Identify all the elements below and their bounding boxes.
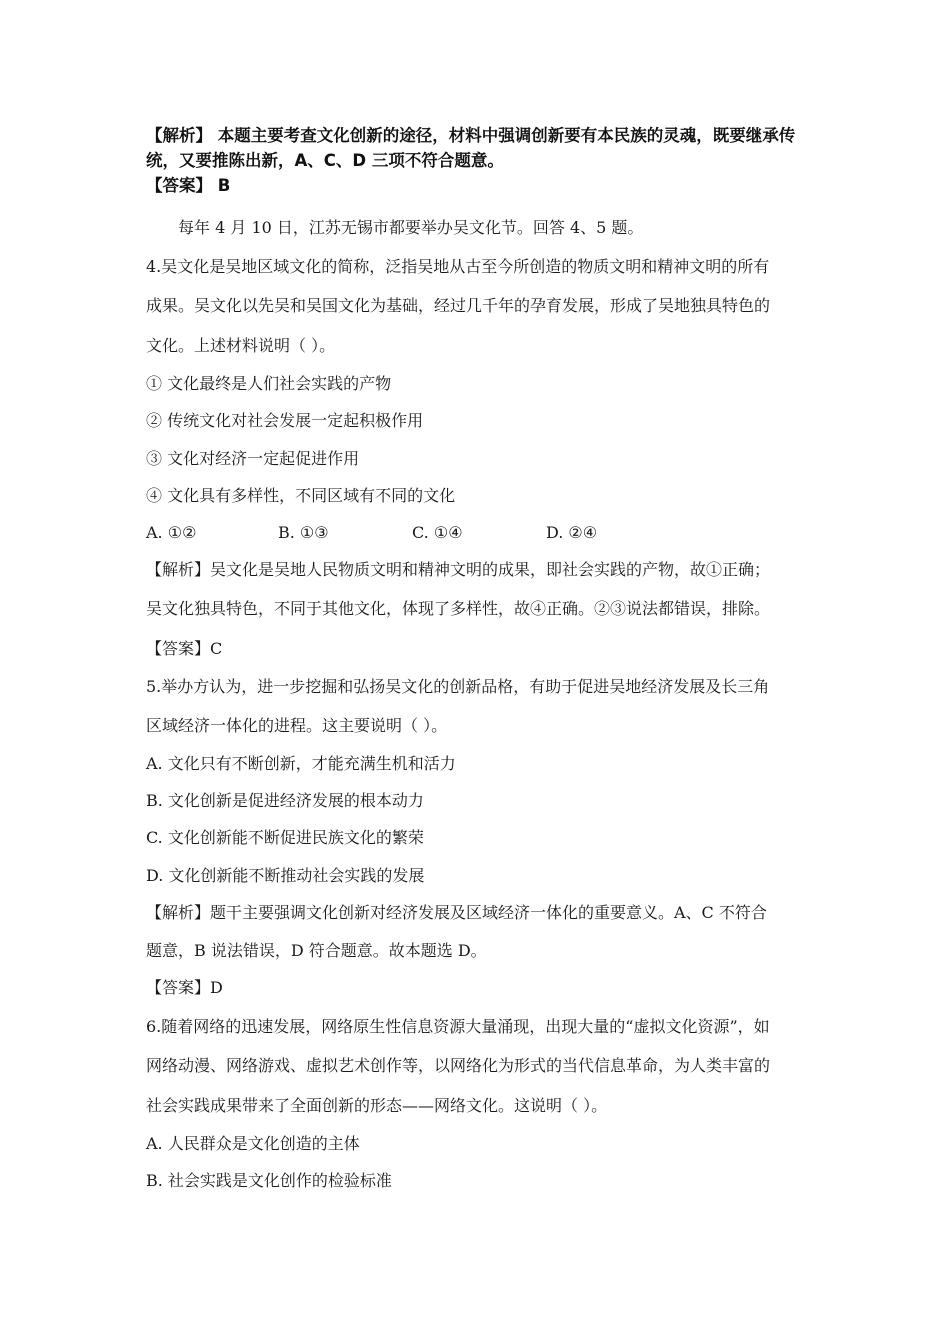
q6-stem-line-3: 社会实践成果带来了全面创新的形态——网络文化。这说明（ ）。 (146, 1096, 608, 1115)
q5-option-b: B. 文化创新是促进经济发展的根本动力 (146, 791, 424, 810)
q5-option-c: C. 文化创新能不断促进民族文化的繁荣 (146, 828, 424, 847)
q6-option-b: B. 社会实践是文化创作的检验标准 (146, 1171, 392, 1190)
prev-analysis-line-1: 【解析】 本题主要考查文化创新的途径，材料中强调创新要有本民族的灵魂，既要继承传 (146, 126, 796, 145)
q5-stem-line-2: 区域经济一体化的进程。这主要说明（ ）。 (146, 716, 448, 735)
q4-option-d: D. ②④ (546, 523, 598, 542)
q4-options (146, 522, 826, 544)
q4-analysis-line-2: 吴文化独具特色，不同于其他文化，体现了多样性，故④正确。②③说法都错误，排除。 (146, 599, 771, 618)
q4-item-2: ② 传统文化对社会发展一定起积极作用 (146, 411, 424, 430)
q5-analysis-line-2: 题意，B 说法错误，D 符合题意。故本题选 D。 (146, 941, 487, 960)
prev-answer: 【答案】 B (146, 176, 231, 195)
q6-option-a: A. 人民群众是文化创造的主体 (146, 1134, 360, 1153)
q5-answer: 【答案】D (146, 978, 223, 997)
q5-stem-line-1: 5.举办方认为，进一步挖掘和弘扬吴文化的创新品格，有助于促进吴地经济发展及长三角 (146, 677, 770, 696)
prev-analysis-line-2: 统，又要推陈出新，A、C、D 三项不符合题意。 (146, 151, 504, 170)
q4-option-b: B. ①③ (278, 523, 329, 542)
q4-option-a: A. ①② (146, 523, 197, 542)
q4-answer: 【答案】C (146, 639, 223, 658)
q5-option-a: A. 文化只有不断创新，才能充满生机和活力 (146, 754, 456, 773)
q4-item-4: ④ 文化具有多样性，不同区域有不同的文化 (146, 486, 456, 505)
q4-option-c: C. ①④ (412, 523, 463, 542)
q5-option-d: D. 文化创新能不断推动社会实践的发展 (146, 866, 425, 885)
q4-stem-line-1: 4.吴文化是吴地区域文化的简称，泛指吴地从古至今所创造的物质文明和精神文明的所有 (146, 257, 770, 276)
q4-item-1: ① 文化最终是人们社会实践的产物 (146, 374, 392, 393)
q4-item-3: ③ 文化对经济一定起促进作用 (146, 449, 360, 468)
q4-stem-line-3: 文化。上述材料说明（ ）。 (146, 336, 336, 355)
q6-stem-line-1: 6.随着网络的迅速发展，网络原生性信息资源大量涌现，出现大量的“虚拟文化资源”，如 (146, 1017, 770, 1036)
q4-stem-line-2: 成果。吴文化以先吴和吴国文化为基础，经过几千年的孕育发展，形成了吴地独具特色的 (146, 296, 771, 315)
q4-analysis-line-1: 【解析】吴文化是吴地人民物质文明和精神文明的成果，即社会实践的产物，故①正确； (146, 560, 771, 579)
q5-analysis-line-1: 【解析】题干主要强调文化创新对经济发展及区域经济一体化的重要意义。A、C 不符合 (146, 903, 767, 922)
q6-stem-line-2: 网络动漫、网络游戏、虚拟艺术创作等，以网络化为形式的当代信息革命，为人类丰富的 (146, 1056, 771, 1075)
intro-text: 每年 4 月 10 日，江苏无锡市都要举办吴文化节。回答 4、5 题。 (178, 218, 644, 237)
